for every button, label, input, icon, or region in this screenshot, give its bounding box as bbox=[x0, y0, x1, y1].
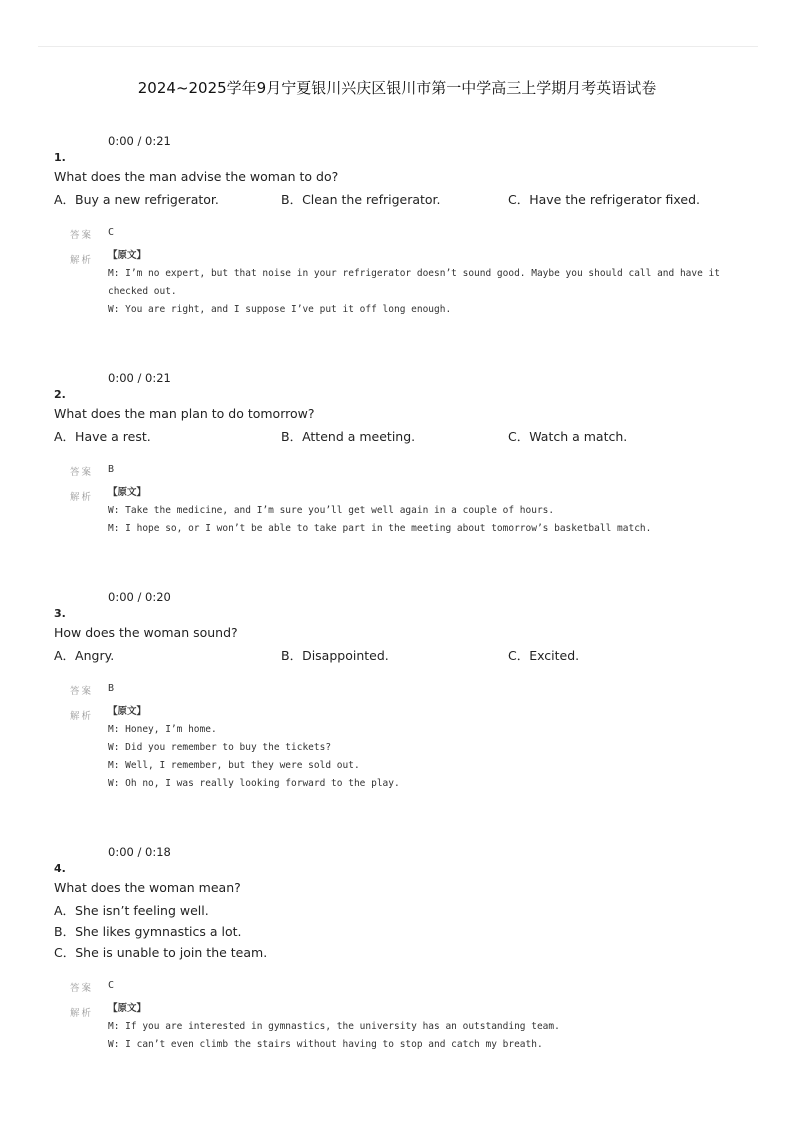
option-c: C．Excited. bbox=[508, 648, 580, 663]
question-number: 4. bbox=[54, 862, 66, 875]
script-line: M: Well, I remember, but they were sold out. bbox=[108, 760, 360, 771]
question-stem: How does the woman sound? bbox=[54, 625, 238, 640]
question-stem: What does the woman mean? bbox=[54, 880, 241, 895]
question-number: 1. bbox=[54, 151, 66, 164]
original-text-tag: 【原文】 bbox=[108, 487, 147, 498]
answer-label: 答案 bbox=[70, 467, 94, 478]
analysis-label: 解析 bbox=[70, 492, 94, 503]
script-line: W: You are right, and I suppose I’ve put it off long enough. bbox=[108, 304, 452, 315]
script-line: W: I can’t even climb the stairs without having to stop and catch my breath. bbox=[108, 1039, 543, 1050]
analysis-text bbox=[108, 1000, 728, 1054]
option-c: C．She is unable to join the team. bbox=[54, 945, 268, 960]
question-2 bbox=[0, 237, 794, 534]
answer-label: 答案 bbox=[70, 230, 94, 241]
audio-player-time[interactable]: 0:00 / 0:18 bbox=[108, 845, 171, 859]
option-a: A．Buy a new refrigerator. bbox=[54, 192, 219, 207]
answer-label: 答案 bbox=[70, 686, 94, 697]
script-line: M: Honey, I’m home. bbox=[108, 724, 217, 735]
original-text-tag: 【原文】 bbox=[108, 706, 147, 717]
answer-value: B bbox=[108, 683, 115, 694]
original-text-tag: 【原文】 bbox=[108, 250, 147, 261]
answer-label: 答案 bbox=[70, 983, 94, 994]
script-line: W: Oh no, I was really looking forward to the play. bbox=[108, 778, 400, 789]
audio-player-time[interactable]: 0:00 / 0:21 bbox=[108, 134, 171, 148]
option-b: B．Attend a meeting. bbox=[281, 429, 416, 444]
question-number: 2. bbox=[54, 388, 66, 401]
answer-value: C bbox=[108, 227, 115, 238]
question-stem: What does the man plan to do tomorrow? bbox=[54, 406, 315, 421]
question-3 bbox=[0, 456, 794, 789]
question-number: 3. bbox=[54, 607, 66, 620]
audio-player-time[interactable]: 0:00 / 0:20 bbox=[108, 590, 171, 604]
original-text-tag: 【原文】 bbox=[108, 1003, 147, 1014]
question-1 bbox=[0, 0, 794, 315]
option-b: B．Disappointed. bbox=[281, 648, 389, 663]
script-line: W: Did you remember to buy the tickets? bbox=[108, 742, 332, 753]
script-line: W: Take the medicine, and I’m sure you’ll get well again in a couple of hours. bbox=[108, 505, 555, 516]
analysis-label: 解析 bbox=[70, 255, 94, 266]
option-a: A．Angry. bbox=[54, 648, 115, 663]
answer-value: C bbox=[108, 980, 115, 991]
script-line: M: I’m no expert, but that noise in your refrigerator doesn’t sound good. Maybe you should call and have it checked out. bbox=[108, 268, 720, 297]
option-c: C．Watch a match. bbox=[508, 429, 628, 444]
answer-value: B bbox=[108, 464, 115, 475]
script-line: M: If you are interested in gymnastics, the university has an outstanding team. bbox=[108, 1021, 560, 1032]
page-title: 2024~2025学年9月宁夏银川兴庆区银川市第一中学高三上学期月考英语试卷 bbox=[137, 79, 657, 97]
analysis-label: 解析 bbox=[70, 1008, 94, 1019]
option-a: A．She isn’t feeling well. bbox=[54, 903, 209, 918]
option-c: C．Have the refrigerator fixed. bbox=[508, 192, 700, 207]
option-a: A．Have a rest. bbox=[54, 429, 151, 444]
analysis-label: 解析 bbox=[70, 711, 94, 722]
script-line: M: I hope so, or I won’t be able to take part in the meeting about tomorrow’s basketball match. bbox=[108, 523, 652, 534]
option-b: B．Clean the refrigerator. bbox=[281, 192, 441, 207]
question-4 bbox=[0, 711, 794, 1050]
audio-player-time[interactable]: 0:00 / 0:21 bbox=[108, 371, 171, 385]
question-stem: What does the man advise the woman to do? bbox=[54, 169, 339, 184]
option-b: B．She likes gymnastics a lot. bbox=[54, 924, 242, 939]
